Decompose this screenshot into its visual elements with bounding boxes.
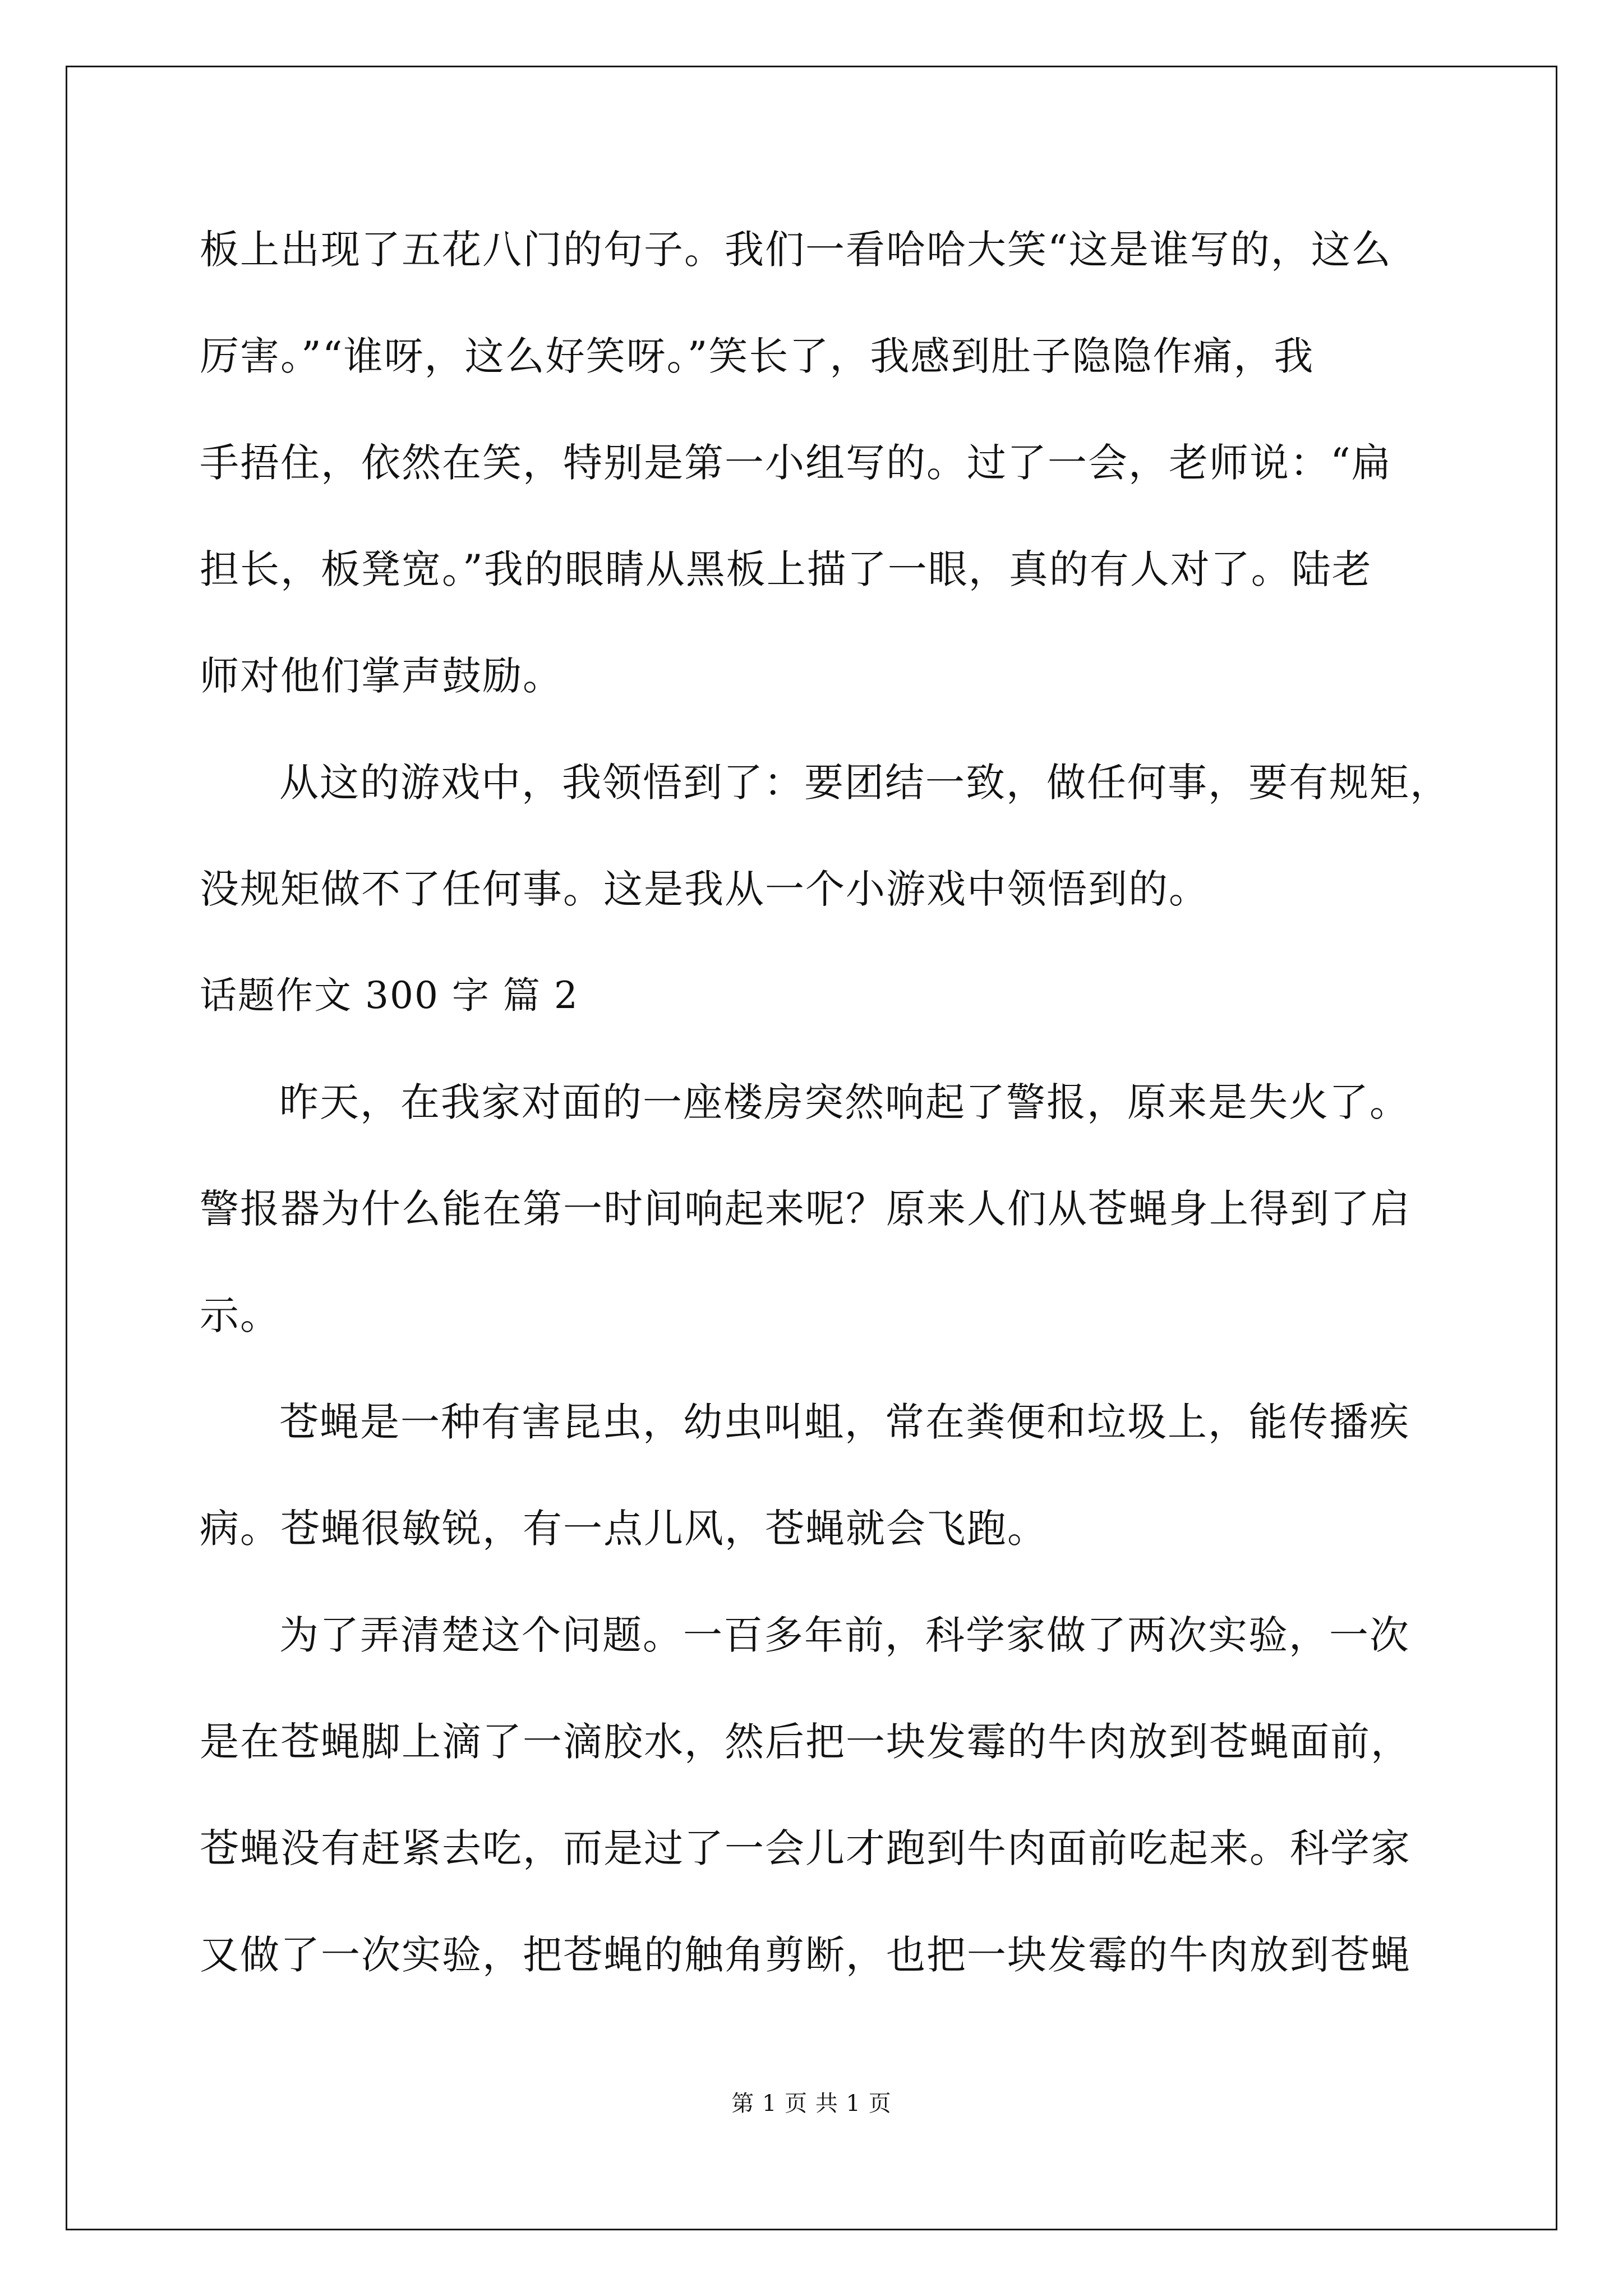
text-line: 为了弄清楚这个问题。一百多年前，科学家做了两次实验，一次 <box>279 1612 1410 1658</box>
text-line: 病。苍蝇很敏锐，有一点儿风，苍蝇就会飞跑。 <box>200 1506 1048 1552</box>
text-line: 苍蝇没有赶紧去吃，而是过了一会儿才跑到牛肉面前吃起来。科学家 <box>200 1825 1411 1871</box>
page-footer: 第 1 页 共 1 页 <box>731 2091 892 2116</box>
text-line: 警报器为什么能在第一时间响起来呢？原来人们从苍蝇身上得到了启 <box>200 1186 1411 1232</box>
text-line: 苍蝇是一种有害昆虫，幼虫叫蛆，常在粪便和垃圾上，能传播疾 <box>279 1399 1410 1445</box>
document-body <box>200 219 1450 2031</box>
text-line: 从这的游戏中，我领悟到了：要团结一致，做任何事，要有规矩， <box>279 760 1450 806</box>
section-heading: 话题作文 300 字 篇 2 <box>200 974 579 1017</box>
text-line: 没规矩做不了任何事。这是我从一个小游戏中领悟到的。 <box>200 866 1209 912</box>
text-line: 板上出现了五花八门的句子。我们一看哈哈大笑“这是谁写的，这么 <box>200 227 1392 273</box>
text-line: 手捂住，依然在笑，特别是第一小组写的。过了一会，老师说：“扁 <box>200 440 1392 486</box>
text-line: 担长，板凳宽。”我的眼睛从黑板上描了一眼，真的有人对了。陆老 <box>200 546 1372 592</box>
text-line: 又做了一次实验，把苍蝇的触角剪断，也把一块发霉的牛肉放到苍蝇 <box>200 1932 1411 1978</box>
text-line: 是在苍蝇脚上滴了一滴胶水，然后把一块发霉的牛肉放到苍蝇面前， <box>200 1719 1411 1765</box>
text-line: 昨天，在我家对面的一座楼房突然响起了警报，原来是失火了。 <box>279 1079 1410 1125</box>
text-line: 示。 <box>200 1292 280 1338</box>
text-line: 师对他们掌声鼓励。 <box>200 653 563 699</box>
text-line: 厉害。”“谁呀，这么好笑呀。”笑长了，我感到肚子隐隐作痛，我 <box>200 333 1315 379</box>
